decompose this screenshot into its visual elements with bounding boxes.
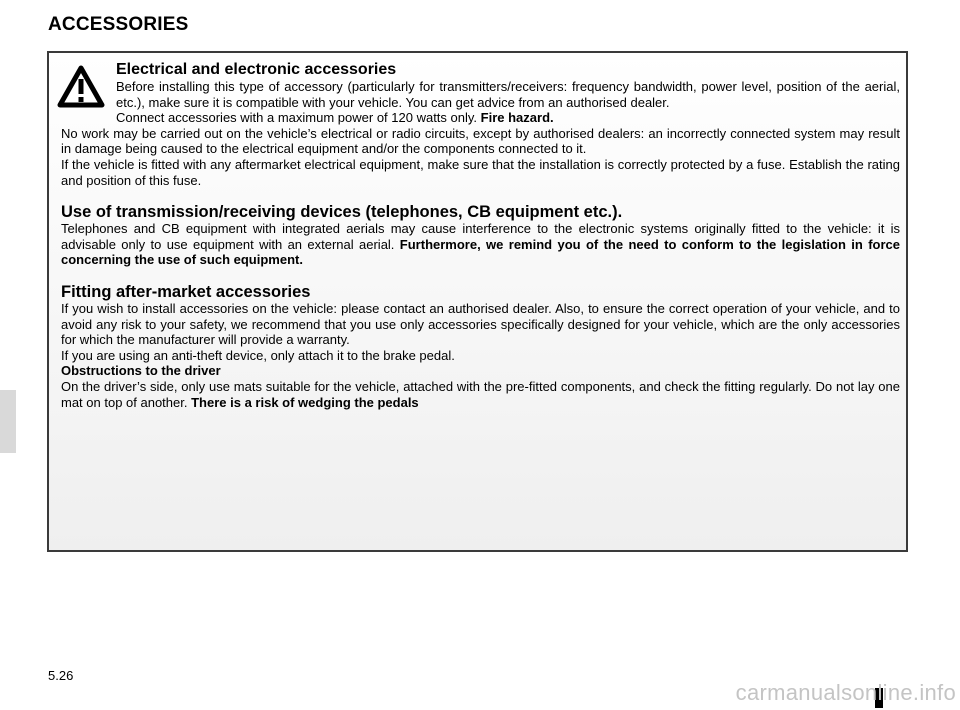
electrical-paragraph-4: If the vehicle is fitted with any aftermarket electrical equipment, make sure that the installation is correctly protected by a fuse. Establish the rating and position of this fuse. (61, 156, 900, 188)
warning-box (47, 51, 908, 552)
fitting-paragraph-1: If you wish to install accessories on the vehicle: please contact an authorised dealer. Also, to ensure the correct operation of your vehicle, and to avoid any risk to your safety, we recommend that you use only accessories specifically designed for your vehicle, which are the only accessories for which the manufacturer will provide a warranty. (61, 300, 900, 348)
electrical-heading: Electrical and electronic accessories (116, 61, 397, 78)
pedal-risk-text: There is a risk of wedging the pedals (191, 394, 419, 410)
page-title: ACCESSORIES (48, 14, 189, 35)
electrical-paragraph-3: No work may be carried out on the vehicle’s electrical or radio circuits, except by authorised dealers: an incorrectly connected system may result in damage being caused to the electrical equipment and/or the components connected to it. (61, 125, 900, 157)
fitting-paragraph-3: On the driver’s side, only use mats suitable for the vehicle, attached with the pre-fitted components, and check the fitting regularly. Do not lay one mat on top of another. There is a risk of wedging the pedals (61, 378, 900, 410)
legislation-notice: Furthermore, we remind you of the need to conform to the legislation in force concerning the use of such equipment. (61, 236, 900, 268)
fire-hazard-text: Fire hazard. (480, 110, 554, 126)
chapter-tab (0, 390, 16, 453)
fitting-heading: Fitting after-market accessories (61, 282, 311, 301)
electrical-paragraph-2: Connect accessories with a maximum power of 120 watts only. Fire hazard. (116, 110, 554, 126)
warning-content (61, 61, 900, 410)
transmission-paragraph-1: Telephones and CB equipment with integrated aerials may cause interference to the electronic systems originally fitted to the vehicle: it is advisable only to use equipment with an external aerial. Furthermore, we remind you of the need to conform to the legislation in force concerning the use of such equipment. (61, 221, 900, 268)
watermark: carmanualsonline.info (735, 680, 956, 705)
electrical-paragraph-1: Before installing this type of accessory (particularly for transmitters/receivers: frequency bandwidth, power level, position of the aerial, etc.), make sure it is compatible with your vehicle. You can get advice from an authorised dealer. (116, 79, 900, 110)
obstructions-subheading: Obstructions to the driver (61, 363, 221, 379)
fitting-paragraph-2: If you are using an anti-theft device, only attach it to the brake pedal. (61, 347, 455, 363)
transmission-heading: Use of transmission/receiving devices (telephones, CB equipment etc.). (61, 203, 623, 222)
page-number: 5.26 (48, 668, 74, 683)
